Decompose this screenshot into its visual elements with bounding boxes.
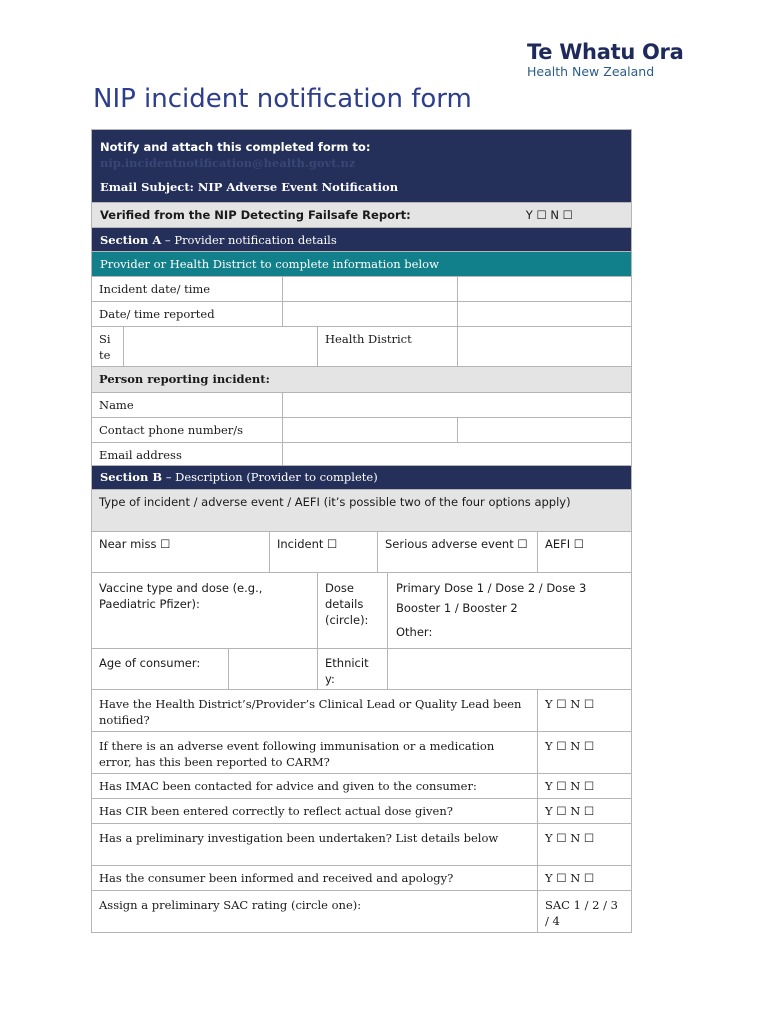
age-field[interactable]	[229, 649, 318, 689]
age-row	[91, 649, 632, 690]
page-title: NIP incident notification form	[93, 84, 472, 114]
contact-field-1[interactable]	[283, 418, 458, 442]
question-row	[91, 799, 632, 824]
questions-list	[91, 690, 632, 933]
section-a-header	[91, 228, 632, 252]
vaccine-row	[91, 573, 632, 649]
near-miss-option[interactable]: Near miss ☐	[92, 532, 270, 572]
section-a-title: – Provider notification details	[161, 233, 337, 247]
notify-label: Notify and attach this completed form to:	[100, 140, 371, 154]
site-row	[91, 327, 632, 367]
dose-options[interactable]	[388, 573, 631, 648]
verified-yn[interactable]: Y ☐ N ☐	[525, 208, 573, 222]
section-b-label: Section B	[100, 470, 163, 484]
name-field[interactable]	[283, 393, 631, 417]
question-text: Has a preliminary investigation been undertaken? List details below	[92, 824, 538, 865]
incident-option[interactable]: Incident ☐	[270, 532, 378, 572]
date-reported-label: Date/ time reported	[92, 302, 283, 326]
vaccine-label[interactable]: Vaccine type and dose (e.g., Paediatric Pfizer):	[92, 573, 318, 648]
question-row	[91, 891, 632, 933]
notify-email: nip.incidentnotification@health.govt.nz	[100, 156, 356, 170]
email-row	[91, 443, 632, 466]
section-a-subheader	[91, 252, 632, 277]
question-row	[91, 824, 632, 866]
date-reported-row	[91, 302, 632, 327]
person-reporting-label: Person reporting incident:	[99, 372, 270, 386]
question-text: Has IMAC been contacted for advice and given to the consumer:	[92, 774, 538, 798]
verified-row	[91, 203, 632, 228]
incident-form	[91, 129, 632, 933]
question-answer[interactable]: Y ☐ N ☐	[545, 804, 595, 818]
incident-time-field[interactable]	[458, 277, 631, 301]
section-b-title: – Description (Provider to complete)	[162, 470, 378, 484]
question-answer[interactable]: SAC 1 / 2 / 3 / 4	[545, 898, 618, 928]
age-label: Age of consumer:	[92, 649, 229, 689]
question-row	[91, 732, 632, 774]
dose-line1: Primary Dose 1 / Dose 2 / Dose 3	[396, 581, 587, 595]
verified-label: Verified from the NIP Detecting Failsafe Report:	[100, 208, 411, 222]
subheader-text: Provider or Health District to complete information below	[100, 257, 439, 271]
contact-field-2[interactable]	[458, 418, 631, 442]
incident-date-label: Incident date/ time	[92, 277, 283, 301]
email-subject: Email Subject: NIP Adverse Event Notification	[100, 180, 399, 194]
time-reported-field[interactable]	[458, 302, 631, 326]
ethnicity-label: Ethnicit y:	[318, 649, 388, 689]
site-field[interactable]	[124, 327, 318, 366]
site-label-line1: Si	[99, 332, 111, 346]
type-label: Type of incident / adverse event / AEFI (it’s possible two of the four options apply)	[99, 495, 571, 509]
incident-type-options	[91, 532, 632, 573]
question-text: If there is an adverse event following immunisation or a medication error, has this been reported to CARM?	[92, 732, 538, 773]
question-text: Assign a preliminary SAC rating (circle one):	[92, 891, 538, 932]
type-row	[91, 490, 632, 532]
notify-header	[91, 129, 632, 203]
incident-date-row	[91, 277, 632, 302]
question-answer[interactable]: Y ☐ N ☐	[545, 831, 595, 845]
aefi-option[interactable]: AEFI ☐	[545, 537, 585, 551]
dose-label: Dose details (circle):	[318, 573, 388, 648]
question-answer[interactable]: Y ☐ N ☐	[545, 779, 595, 793]
site-label-line2: te	[99, 348, 111, 362]
incident-date-field[interactable]	[283, 277, 458, 301]
question-answer[interactable]: Y ☐ N ☐	[545, 697, 595, 711]
health-district-field[interactable]	[458, 327, 631, 366]
question-row	[91, 866, 632, 891]
dose-other: Other:	[396, 625, 433, 639]
dose-line2: Booster 1 / Booster 2	[396, 601, 518, 615]
email-address-label: Email address	[92, 443, 283, 465]
question-row	[91, 774, 632, 799]
section-b-header	[91, 466, 632, 490]
question-answer[interactable]: Y ☐ N ☐	[545, 871, 595, 885]
question-row	[91, 690, 632, 732]
question-text: Has the consumer been informed and received and apology?	[92, 866, 538, 890]
logo	[527, 40, 683, 79]
date-reported-field[interactable]	[283, 302, 458, 326]
serious-adverse-option[interactable]: Serious adverse event ☐	[378, 532, 538, 572]
health-district-label: Health District	[318, 327, 458, 366]
person-reporting-row	[91, 367, 632, 393]
contact-label: Contact phone number/s	[92, 418, 283, 442]
logo-line1: Te Whatu Ora	[527, 40, 684, 64]
section-a-label: Section A	[100, 233, 162, 247]
site-label	[92, 327, 124, 366]
email-address-field[interactable]	[283, 443, 631, 465]
logo-line2: Health New Zealand	[527, 64, 655, 79]
name-label: Name	[92, 393, 283, 417]
question-text: Have the Health District’s/Provider’s Clinical Lead or Quality Lead been notified?	[92, 690, 538, 731]
question-answer[interactable]: Y ☐ N ☐	[545, 739, 595, 753]
name-row	[91, 393, 632, 418]
ethnicity-field[interactable]	[388, 649, 631, 689]
contact-row	[91, 418, 632, 443]
question-text: Has CIR been entered correctly to reflect actual dose given?	[92, 799, 538, 823]
